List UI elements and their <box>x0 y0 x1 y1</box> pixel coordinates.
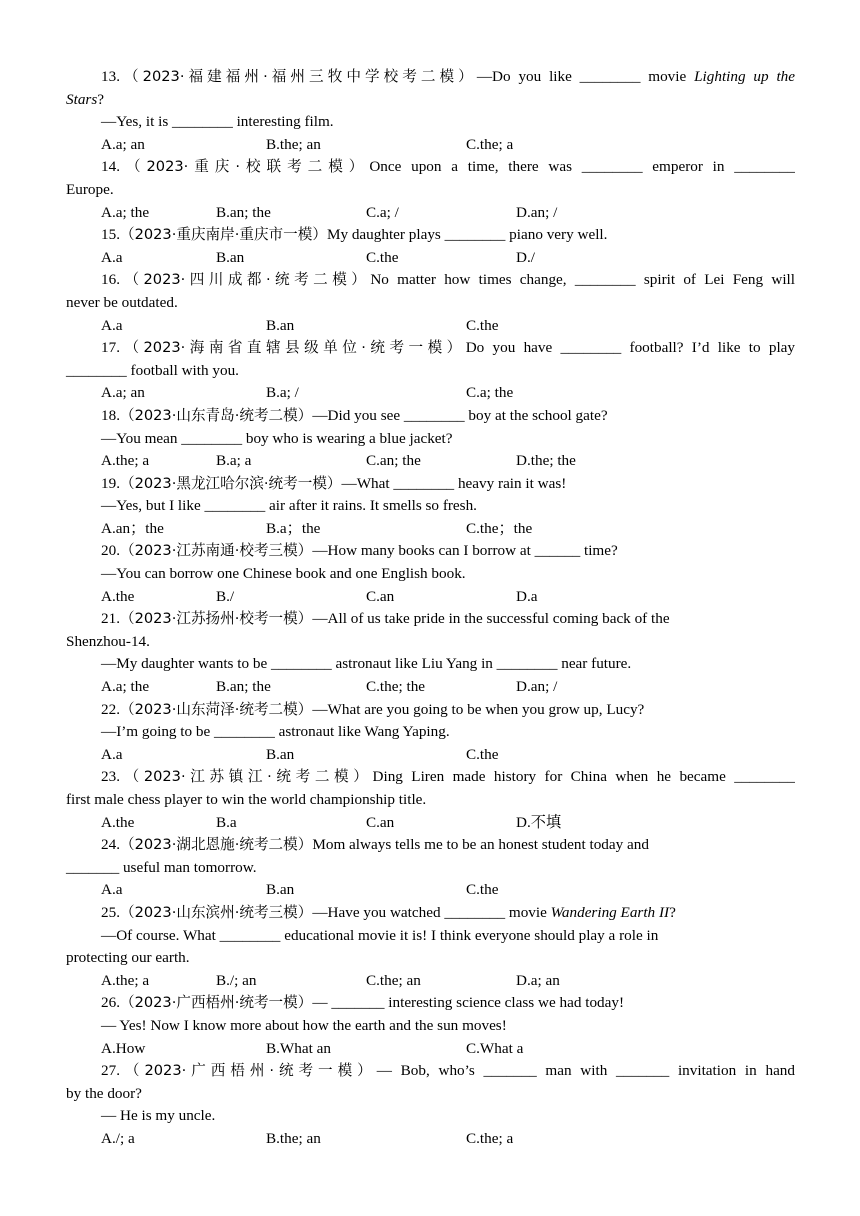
question-text: —How many books can I borrow at ______ time? <box>312 542 618 560</box>
option-b[interactable]: B.the; an <box>266 135 321 153</box>
answer-options <box>0 202 860 225</box>
question-line <box>0 653 860 676</box>
question-text: 26. <box>101 994 120 1012</box>
question-line <box>0 925 860 948</box>
question-text: Ding Liren made history for China when he became ________ <box>372 768 795 786</box>
option-a[interactable]: A.the <box>101 587 135 605</box>
answer-options <box>0 879 860 902</box>
question-stem <box>0 992 860 1015</box>
option-c[interactable]: C.an; the <box>366 452 421 470</box>
movie-title: Stars <box>66 90 98 108</box>
option-d[interactable]: D.a; an <box>516 971 560 989</box>
question-text: —All of us take pride in the successful coming back of the <box>312 610 670 628</box>
question-text: 18. <box>101 406 120 424</box>
question-line <box>0 947 860 970</box>
question-text: 22. <box>101 700 120 718</box>
question-text: —Have you watched ________ movie <box>312 903 551 921</box>
question-stem <box>0 902 860 925</box>
question-text: —My daughter wants to be ________ astronaut like Liu Yang in ________ near future. <box>101 655 632 673</box>
answer-options <box>0 315 860 338</box>
option-c[interactable]: C.an <box>366 587 395 605</box>
question-stem <box>0 405 860 428</box>
option-a[interactable]: A.an；the <box>101 519 164 537</box>
question-line <box>0 789 860 812</box>
option-b[interactable]: B.an <box>266 745 295 763</box>
option-b[interactable]: B.What an <box>266 1039 331 1057</box>
question-line <box>0 721 860 744</box>
question-item <box>0 405 860 473</box>
option-a[interactable]: A.a; an <box>101 135 145 153</box>
question-source: （2023·重庆·校联考二模） <box>119 158 370 176</box>
question-line <box>0 1105 860 1128</box>
option-a[interactable]: A.the <box>101 813 135 831</box>
option-b[interactable]: B./; an <box>216 971 257 989</box>
option-c[interactable]: C.the；the <box>466 519 533 537</box>
question-line <box>0 495 860 518</box>
option-c[interactable]: C.the <box>466 316 499 334</box>
option-d[interactable]: D.the; the <box>516 452 576 470</box>
question-text: — Bob, who’s _______ man with _______ invitation in hand <box>376 1062 795 1080</box>
question-text: 24. <box>101 836 120 854</box>
question-stem <box>0 834 860 857</box>
option-a[interactable]: A.the; a <box>101 452 150 470</box>
option-a[interactable]: A./; a <box>101 1129 135 1147</box>
question-item <box>0 766 860 834</box>
answer-options <box>0 676 860 699</box>
question-text: Once upon a time, there was ________ emperor in ________ <box>369 158 795 176</box>
movie-title: Wandering Earth II <box>550 903 670 921</box>
movie-title: Lighting up the <box>694 68 795 85</box>
question-text: — Yes! Now I know more about how the earth and the sun moves! <box>101 1016 507 1034</box>
question-text: 17. <box>101 339 120 357</box>
option-c[interactable]: C.What a <box>466 1039 524 1057</box>
answer-options <box>0 134 860 157</box>
question-item <box>0 473 860 541</box>
answer-options <box>0 518 860 541</box>
question-stem <box>0 156 795 179</box>
question-line <box>0 563 860 586</box>
option-b[interactable]: B.an; the <box>216 203 271 221</box>
question-text: —What are you going to be when you grow up, Lucy? <box>312 700 645 718</box>
question-item <box>0 156 860 224</box>
question-text: —I’m going to be ________ astronaut like Wang Yaping. <box>101 723 450 741</box>
question-source: （2023·四川成都·统考二模） <box>119 271 371 289</box>
question-text: — _______ interesting science class we had today! <box>312 994 625 1012</box>
question-text: 19. <box>101 474 120 492</box>
question-text: Do you have ________ football? I’d like to play <box>465 339 795 357</box>
question-text: _______ useful man tomorrow. <box>66 858 257 876</box>
question-source: （2023·山东滨州·统考三模） <box>119 903 313 921</box>
question-text: — He is my uncle. <box>101 1107 216 1125</box>
question-text: —You can borrow one Chinese book and one English book. <box>101 565 466 583</box>
question-line <box>0 1015 860 1038</box>
option-a[interactable]: A.a <box>101 745 123 763</box>
option-d[interactable]: D.an; / <box>516 203 558 221</box>
option-b[interactable]: B.a <box>216 813 237 831</box>
option-b[interactable]: B.a；the <box>266 519 321 537</box>
question-text: —Of course. What ________ educational movie it is! I think everyone should play a role in <box>101 926 659 944</box>
option-b[interactable]: B./ <box>216 587 235 605</box>
option-a[interactable]: A.a; the <box>101 678 150 696</box>
question-stem <box>0 66 795 89</box>
question-text: —Yes, but I like ________ air after it rains. It smells so fresh. <box>101 497 477 515</box>
question-stem <box>0 699 860 722</box>
option-b[interactable]: B.an <box>216 248 245 266</box>
question-line <box>0 111 860 134</box>
option-b[interactable]: B.an <box>266 316 295 334</box>
question-source: （2023·海南省直辖县级单位·统考一模） <box>119 339 466 357</box>
option-d[interactable]: D.an; / <box>516 678 558 696</box>
question-source: （2023·山东菏泽·统考二模） <box>119 700 313 718</box>
question-text: by the door? <box>66 1084 142 1102</box>
question-source: （2023·江苏扬州·校考一模） <box>119 610 313 628</box>
question-text: 16. <box>101 271 120 289</box>
answer-options <box>0 1128 860 1151</box>
question-text: —You mean ________ boy who is wearing a blue jacket? <box>101 429 453 447</box>
question-line <box>0 292 860 315</box>
option-c[interactable]: C.the; an <box>366 971 421 989</box>
question-stem <box>0 473 860 496</box>
answer-options <box>0 1038 860 1061</box>
question-stem <box>0 540 860 563</box>
option-c[interactable]: C.the; a <box>466 1129 514 1147</box>
question-text: 15. <box>101 226 120 244</box>
question-text: 20. <box>101 542 120 560</box>
question-text: My daughter plays ________ piano very well. <box>326 226 608 244</box>
option-c[interactable]: C.the <box>466 745 499 763</box>
option-a[interactable]: A.the; a <box>101 971 150 989</box>
option-d[interactable]: D.a <box>516 587 538 605</box>
option-b[interactable]: B.a; / <box>266 384 299 402</box>
question-source: （2023·黑龙江哈尔滨·统考一模） <box>119 474 342 492</box>
answer-options <box>0 744 860 767</box>
answer-options <box>0 812 860 835</box>
question-text: —Do you like ________ movie <box>476 68 695 85</box>
question-text: Shenzhou-14. <box>66 632 150 650</box>
option-a[interactable]: A.a <box>101 316 123 334</box>
question-stem <box>0 337 795 360</box>
question-stem <box>0 224 860 247</box>
option-c[interactable]: C.the; the <box>366 678 426 696</box>
question-line <box>0 89 860 112</box>
question-line <box>0 360 860 383</box>
question-item <box>0 269 860 337</box>
option-c[interactable]: C.a; / <box>366 203 399 221</box>
option-a[interactable]: A.a; the <box>101 203 150 221</box>
answer-options <box>0 382 860 405</box>
question-line <box>0 428 860 451</box>
question-stem <box>0 1060 795 1083</box>
question-line <box>0 1083 860 1106</box>
question-text: —Yes, it is ________ interesting film. <box>101 113 334 131</box>
option-c[interactable]: C.the; a <box>466 135 514 153</box>
option-a[interactable]: A.a <box>101 248 123 266</box>
question-text: first male chess player to win the world championship title. <box>66 791 427 808</box>
question-source: （2023·山东青岛·统考二模） <box>119 406 313 424</box>
option-c[interactable]: C.the <box>366 248 399 266</box>
question-item <box>0 699 860 767</box>
question-source: （2023·广西梧州·统考一模） <box>119 1062 377 1080</box>
question-stem <box>0 766 795 789</box>
question-text: ________ football with you. <box>66 361 239 379</box>
question-text: 14. <box>101 158 120 176</box>
question-text: Europe. <box>66 180 114 198</box>
option-d[interactable]: D.不填 <box>516 813 562 831</box>
question-item <box>0 66 860 156</box>
question-text: 23. <box>101 768 120 786</box>
option-d[interactable]: D./ <box>516 248 535 266</box>
question-source: （2023·江苏南通·校考三模） <box>119 542 313 560</box>
question-item <box>0 834 860 902</box>
question-text: never be outdated. <box>66 293 178 311</box>
option-b[interactable]: B.a; a <box>216 452 252 470</box>
option-c[interactable]: C.an <box>366 813 395 831</box>
question-stem <box>0 608 860 631</box>
option-b[interactable]: B.an; the <box>216 678 271 696</box>
option-a[interactable]: A.a; an <box>101 384 145 402</box>
question-text: 27. <box>101 1062 120 1080</box>
question-source: （2023·福建福州·福州三牧中学校考二模） <box>119 68 477 85</box>
question-text: ? <box>97 90 104 108</box>
question-text: —Did you see ________ boy at the school gate? <box>312 406 608 424</box>
option-b[interactable]: B.an <box>266 881 295 899</box>
question-line <box>0 179 860 202</box>
question-stem <box>0 269 795 292</box>
question-line <box>0 857 860 880</box>
answer-options <box>0 586 860 609</box>
question-text: Mom always tells me to be an honest student today and <box>312 836 649 854</box>
option-a[interactable]: A.a <box>101 881 123 899</box>
question-item <box>0 224 860 269</box>
answer-options <box>0 450 860 473</box>
option-c[interactable]: C.a; the <box>466 384 514 402</box>
option-c[interactable]: C.the <box>466 881 499 899</box>
question-item <box>0 608 860 698</box>
option-a[interactable]: A.How <box>101 1039 146 1057</box>
question-text: 21. <box>101 610 120 628</box>
answer-options <box>0 247 860 270</box>
question-line <box>0 631 860 654</box>
question-source: （2023·广西梧州·统考一模） <box>119 994 313 1012</box>
answer-options <box>0 970 860 993</box>
question-list <box>0 66 860 1151</box>
question-source: （2023·江苏镇江·统考二模） <box>119 768 373 786</box>
question-text: protecting our earth. <box>66 949 190 967</box>
question-text: ? <box>669 903 676 921</box>
question-text: 13. <box>101 68 120 85</box>
question-source: （2023·重庆南岸·重庆市一模） <box>119 226 327 244</box>
question-item <box>0 337 860 405</box>
question-item <box>0 992 860 1060</box>
question-item <box>0 540 860 608</box>
question-text: No matter how times change, ________ spirit of Lei Feng will <box>370 271 795 289</box>
question-source: （2023·湖北恩施·统考二模） <box>119 836 313 854</box>
question-text: 25. <box>101 903 120 921</box>
question-item <box>0 902 860 992</box>
option-b[interactable]: B.the; an <box>266 1129 321 1147</box>
question-text: —What ________ heavy rain it was! <box>341 474 567 492</box>
question-item <box>0 1060 860 1150</box>
